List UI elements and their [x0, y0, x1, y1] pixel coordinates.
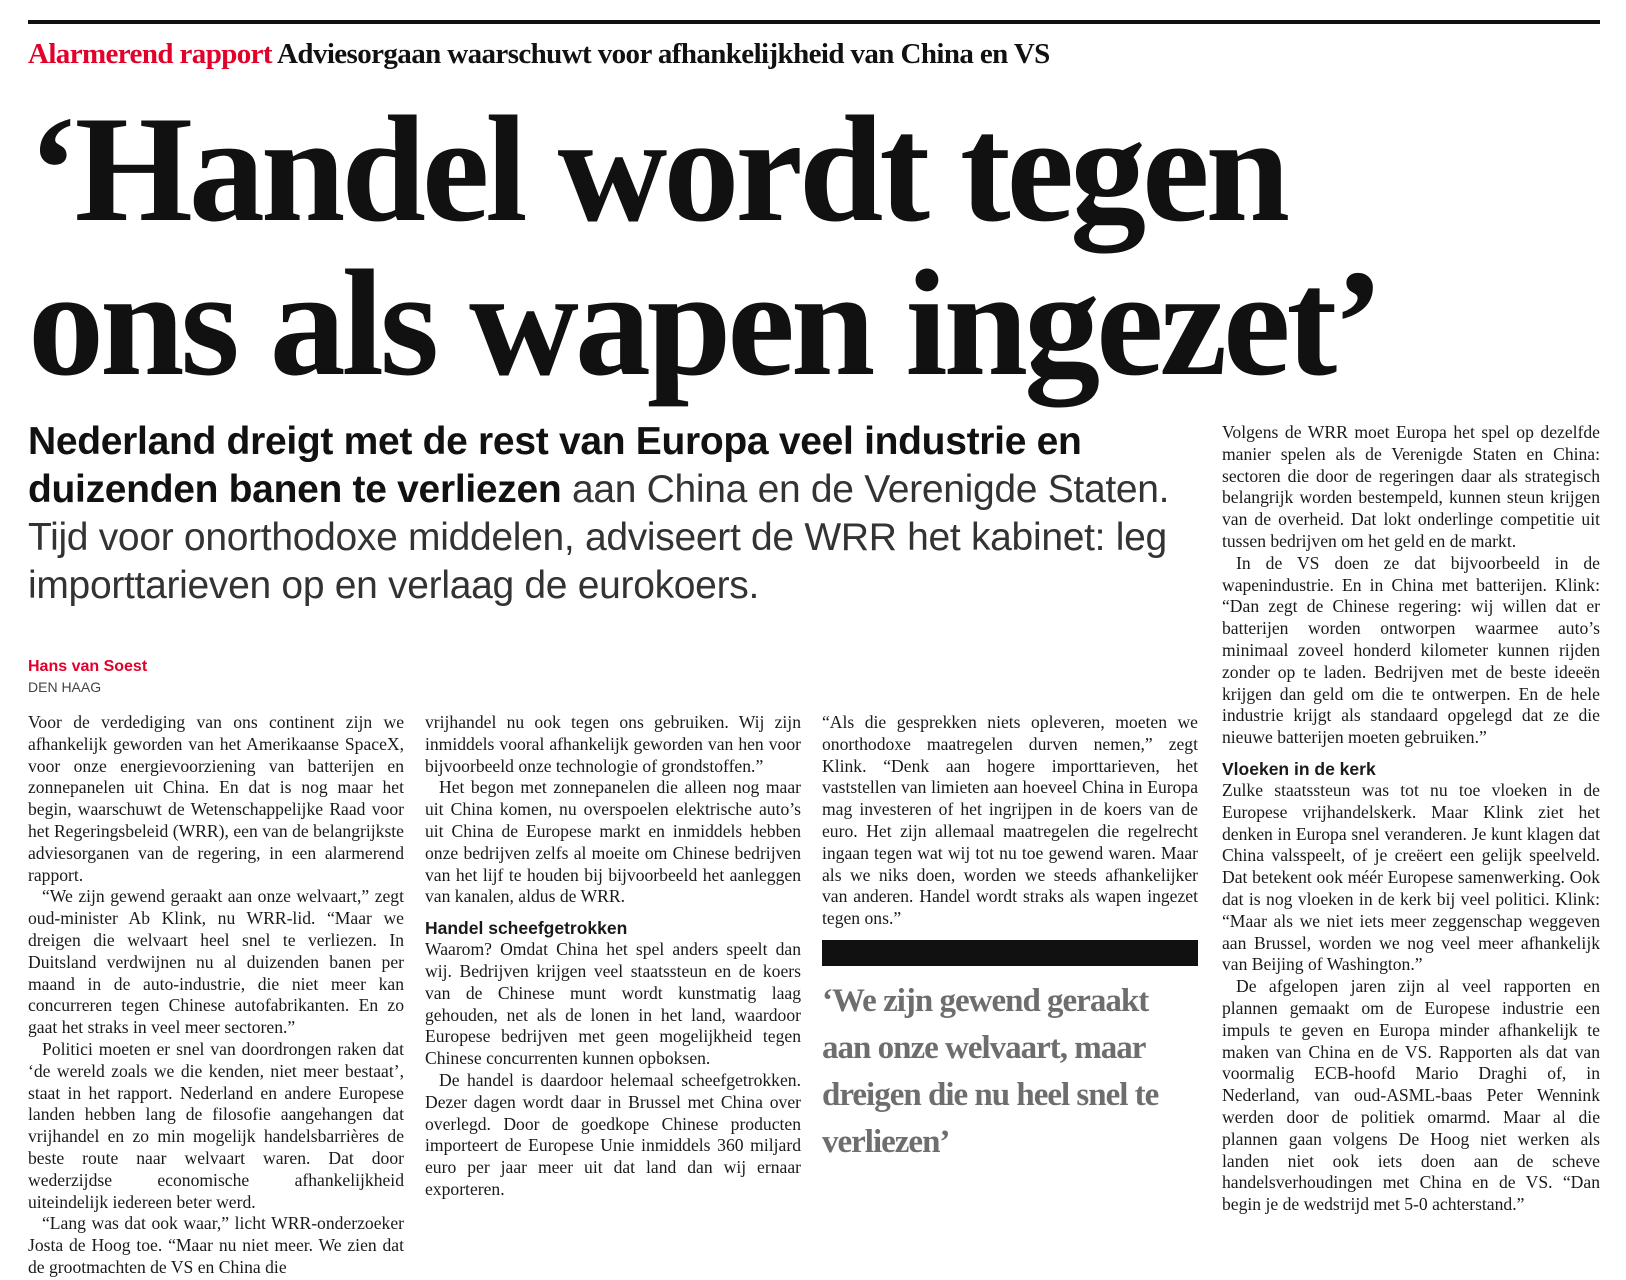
pullquote: ‘We zijn gewend geraakt aan onze welvaart, maar dreigen die nu heel snel te verliezen’ — [822, 983, 1159, 1160]
kicker-label: Alarmerend rapport — [28, 38, 272, 70]
lead-paragraph — [28, 418, 1208, 610]
byline — [28, 658, 147, 695]
body-paragraph: Volgens de WRR moet Europa het spel op dezelfde manier spelen als de Verenigde Staten en China: sectoren die door de regeringen daar als strategisch belangrijk worden bestempeld, kunnen steun krijgen van de overheid. Dat lokt onderlinge competitie uit tussen bedrijven om het geld en de markt. — [1222, 422, 1600, 551]
kicker — [28, 38, 1600, 71]
lead-rest: aan China en de Verenigde Staten. Tijd voor onorthodoxe middelen, adviseert de WRR het kabinet: leg importtarieven op en verlaag de eurokoers. — [28, 468, 1170, 607]
body-paragraph: Zulke staatssteun was tot nu toe vloeken in de Europese vrijhandelskerk. Maar Klink ziet het denken in Europa snel veranderen. Je kunt klagen dat China valsspeelt, of je creëert een gelijk speelveld. Dat betekent ook méér Europese samenwerking. Ook dat is nog vloeken in de kerk bij veel politici. Klink: “Maar als we niet iets meer zeggenschap weggeven aan Brussel, worden we nog veel meer afhankelijk van Beijing of Washington.” — [1222, 779, 1600, 975]
body-paragraph: Politici moeten er snel van doordrongen raken dat ‘de wereld zoals we die kenden, niet meer bestaat’, staat in het rapport. Nederland en andere Europese landen hebben lang de filosofie aangehangen dat vrijhandel en zo min mogelijk handelsbarrières de beste route naar welvaart waren. Dat door wederzijdse economische afhankelijkheid uiteindelijk iedereen beter werd. — [28, 1038, 404, 1212]
body-column-3 — [822, 712, 1198, 930]
headline — [28, 85, 1600, 407]
body-column-2 — [425, 712, 801, 1201]
headline-line-1: ‘Handel wordt tegen — [28, 85, 1287, 253]
body-paragraph: Waarom? Omdat China het spel anders speelt dan wij. Bedrijven krijgen veel staatssteun en de koers van de Chinese munt wordt kunstmatig laag gehouden, net als de lonen in het land, waardoor Europese bedrijven met geen mogelijkheid tegen Chinese concurrenten kunnen opboksen. — [425, 939, 801, 1069]
body-paragraph: De afgelopen jaren zijn al veel rapporten en plannen gemaakt om de Europese industrie een impuls te geven en Europa minder afhankelijk te maken van China en de VS. Rapporten als dat van voormalig ECB-hoofd Mario Draghi of, in Nederland, van oud-ASML-baas Peter Wennink werden door de politiek omarmd. Maar al die plannen gaan volgens De Hoog niet werken als landen niet ook iets doen aan de scheve handelsverhoudingen met China en de VS. “Dan begin je de wedstrijd met 5-0 achterstand.” — [1222, 976, 1600, 1215]
subheading: Vloeken in de kerk — [1222, 758, 1376, 779]
body-paragraph: “Als die gesprekken niets opleveren, moeten we onorthodoxe maatregelen durven nemen,” zegt Klink. “Denk aan hogere importtarieven, het vaststellen van limieten aan hoeveel China in Europa mag investeren of het ingrijpen in de koers van de euro. Het zijn allemaal maatregelen die regelrecht ingaan tegen wat wij tot nu toe gewend waren. Maar als we niks doen, worden we steeds afhankelijker van anderen. Handel wordt straks als wapen ingezet tegen ons.” — [822, 712, 1198, 929]
pullquote-bar — [822, 940, 1198, 966]
body-column-4 — [1222, 422, 1600, 1216]
body-paragraph: Het begon met zonnepanelen die alleen nog maar uit China komen, nu overspoelen elektrische auto’s uit China de Europese markt en inmiddels hebben onze bedrijven zelfs al moeite om Chinese bedrijven van het lijf te houden bij bijvoorbeeld het aanleggen van kanalen, aldus de WRR. — [425, 777, 801, 907]
body-paragraph: In de VS doen ze dat bijvoorbeeld in de wapenindustrie. En in China met batterijen. Klink: “Dan zegt de Chinese regering: wij willen dat er batterijen worden ontworpen waarmee auto’s minimaal zoveel honderd kilometer kunnen rijden zonder op te laden. Bedrijven met de beste ideeën krijgen dan geld om die te ontwerpen. En de hele industrie krijgt als standaard opgelegd dat ze die nieuwe batterijen moeten gebruiken.” — [1222, 552, 1600, 748]
body-paragraph: De handel is daardoor helemaal scheefgetrokken. Dezer dagen wordt daar in Brussel met China over overlegd. Door de goedkope Chinese producten importeert de Europese Unie inmiddels 360 miljard euro per jaar meer uit dat land dan wij ernaar exporteren. — [425, 1069, 801, 1199]
top-rule — [28, 20, 1600, 24]
lead-bold: Nederland dreigt met de rest van Europa veel industrie en duizenden banen te verliezen — [28, 420, 1082, 511]
body-paragraph: “Lang was dat ook waar,” licht WRR-onderzoeker Josta de Hoog toe. “Maar nu niet meer. We zien dat de grootmachten de VS en China die — [28, 1213, 404, 1277]
subheading: Handel scheefgetrokken — [425, 918, 628, 939]
headline-line-2: ons als wapen ingezet’ — [28, 239, 1380, 407]
body-paragraph: “We zijn gewend geraakt aan onze welvaart,” zegt oud-minister Ab Klink, nu WRR-lid. “Maar we dreigen die welvaart heel snel te verliezen. In Duitsland verdwijnen nu al duizenden banen per maand in de auto-industrie, die niet meer kan concurreren tegen Chinese autofabrikanten. En zo gaat het straks in veel meer sectoren.” — [28, 886, 404, 1038]
body-column-1 — [28, 712, 404, 1279]
body-paragraph: vrijhandel nu ook tegen ons gebruiken. Wij zijn inmiddels vooral afhankelijk geworden van hen voor bijvoorbeeld onze technologie of grondstoffen.” — [425, 712, 801, 776]
kicker-title: Adviesorgaan waarschuwt voor afhankelijkheid van China en VS — [277, 38, 1050, 70]
body-paragraph: Voor de verdediging van ons continent zijn we afhankelijk geworden van het Amerikaanse SpaceX, voor onze energievoorziening van batterijen en zonnepanelen uit China. En dat is nog maar het begin, waarschuwt de Wetenschappelijke Raad voor het Regeringsbeleid (WRR), een van de belangrijkste adviesorganen van de regering, in een alarmerend rapport. — [28, 712, 404, 885]
byline-place: DEN HAAG — [28, 679, 102, 695]
byline-author: Hans van Soest — [28, 658, 148, 675]
